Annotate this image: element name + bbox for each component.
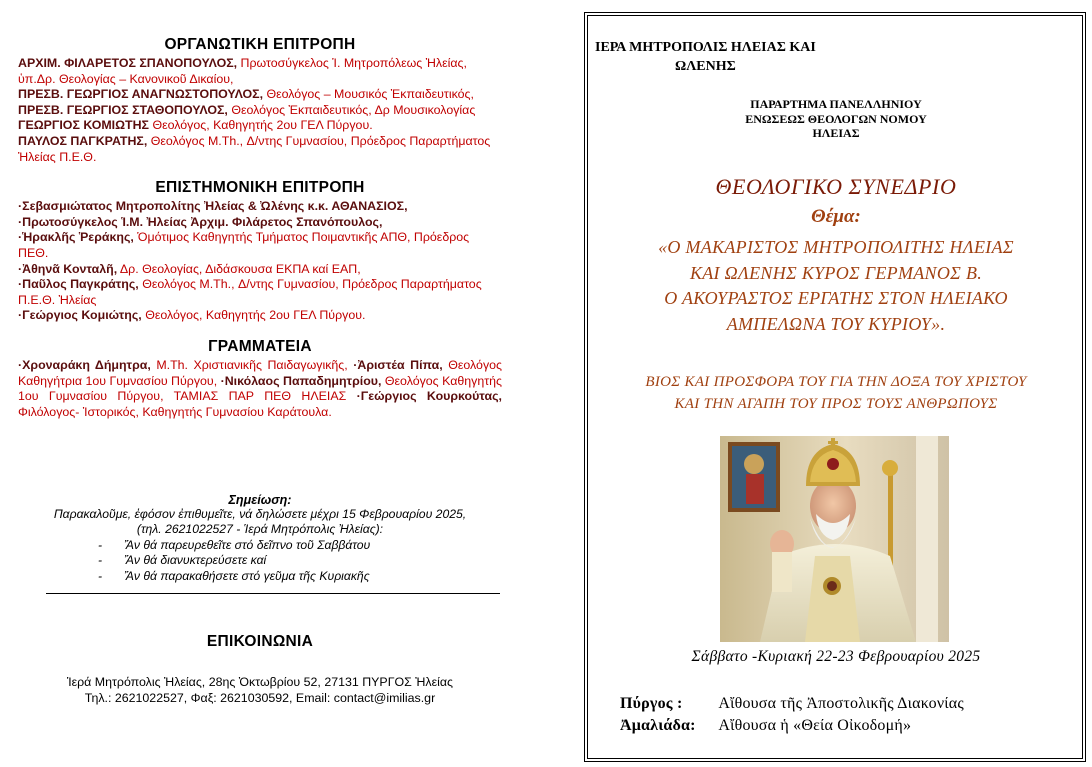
secretariat-title: ΓΡΑΜΜΑΤΕΙΑ [208,337,312,355]
conference-title: ΘΕΟΛΟΓΙΚΟ ΣΥΝΕΔΡΙΟ [715,174,957,199]
scientific-committee-title: ΕΠΙΣΤΗΜΟΝΙΚΗ ΕΠΙΤΡΟΠΗ [155,179,365,197]
subtitle [585,371,1087,415]
venue-value: Αἴθουσα ἡ «Θεία Οἰκοδομή» [718,717,912,734]
left-panel [18,36,502,420]
member-description: Θεολόγος Καθηγήτρια 1ου Γυμνασίου Πύργου, [18,357,503,388]
event-dates: Σάββατο -Κυριακή 22-23 Φεβρουαρίου 2025 [691,648,981,665]
member-name: Γεώργιος Κομιώτης, [22,308,142,323]
branch-title [585,97,1087,141]
branch-line: ΕΝΩΣΕΩΣ ΘΕΟΛΟΓΩΝ ΝΟΜΟΥ [745,111,927,126]
list-item [18,87,502,103]
member-name: ΓΕΩΡΓΙΟΣ ΚΟΜΙΩΤΗΣ [18,118,149,133]
note-line-2: (τηλ. 2621022527 - Ἱερά Μητρόπολις Ἠλείας): [136,522,384,537]
branch-line: ΗΛΕΙΑΣ [812,126,860,141]
member-description: Θεολόγος, Καθηγητής 2ου ΓΕΛ Πύργου. [152,118,373,133]
member-name: Πρωτοσύγκελος Ἱ.Μ. Ἠλείας Ἀρχιμ. Φιλάρετος Σπανόπουλος, [22,214,383,229]
list-item [18,215,502,231]
metropolis-title-cont: ΩΛΕΝΗΣ [675,59,736,74]
contact-title: ΕΠΙΚΟΙΝΩΝΙΑ [206,633,314,650]
venue-row [620,715,964,737]
member-name: ΑΡΧΙΜ. ΦΙΛΑΡΕΤΟΣ ΣΠΑΝΟΠΟΥΛΟΣ, [18,56,238,70]
scientific-committee-list [18,199,502,324]
member-description: Ὁμότιμος Καθηγητής Τμήματος Ποιμαντικῆς ΑΠΘ, Πρόεδρος ΠΕΘ. [18,230,470,260]
contact-info [18,674,502,706]
member-description: Θεολόγος – Μουσικός Ἐκπαιδευτικός, [266,87,474,102]
contact-address: Ἱερά Μητρόπολις Ἠλείας, 28ης Ὀκτωβρίου 52, 27131 ΠΥΡΓΟΣ Ἠλείας [66,675,454,689]
metropolitan-photo [720,436,949,642]
secretariat-list [18,358,502,420]
member-name: Γεώργιος Κουρκούτας, [360,389,502,404]
contact-phones: Τηλ.: 2621022527, Φαξ: 2621030592, Email: contact@imilias.gr [84,691,436,705]
list-item: - Ἄν θά παρευρεθεῖτε στό δεῖπνο τοῦ Σαββάτου [98,538,502,554]
venues [620,693,964,737]
member-name: Παῦλος Παγκράτης, [22,277,139,292]
list-item [18,277,502,308]
branch-line: ΠΑΡΑΡΤΗΜΑ ΠΑΝΕΛΛΗΝΙΟΥ [750,97,922,111]
right-panel [584,12,1086,762]
member-name: Ἀθηνᾶ Κονταλῆ, [22,261,118,276]
list-item [18,262,502,278]
member-description: Φιλόλογος- Ἱστορικός, Καθηγητής Γυμνασίου Καράτουλα. [18,404,332,419]
member-description: Θεολόγος Μ.Th., Δ/ντης Γυμνασίου, Πρόεδρος Παραρτήματος Ἠλείας Π.Ε.Θ. [18,133,491,164]
list-item [18,308,502,324]
list-item [18,358,353,372]
member-name: ΠΑΥΛΟΣ ΠΑΓΚΡΑΤΗΣ, [18,133,148,148]
list-item [18,199,502,215]
organizing-committee-list [18,56,502,165]
theme-line: ΚΑΙ ΩΛΕΝΗΣ ΚΥΡΟΣ ΓΕΡΜΑΝΟΣ Β. [689,262,983,283]
member-description: Πρωτοσύγκελος Ἱ. Μητροπόλεως Ἠλείας, ὑπ.Δρ. Θεολογίας – Κανονικοῦ Δικαίου, [18,56,467,86]
member-description: Θεολόγος Καθηγητής 1ου Γυμνασίου Πύργου, ΤΑΜΙΑΣ ΠΑΡ ΠΕΘ ΗΛΕΙΑΣ [18,373,502,404]
list-item [18,103,502,119]
list-item [18,230,502,261]
member-description: Θεολόγος Μ.Th., Δ/ντης Γυμνασίου, Πρόεδρος Παραρτήματος Π.Ε.Θ. Ἠλείας [18,277,482,307]
member-description: Μ.Th. Χριστιανικῆς Παιδαγωγικῆς, [156,357,348,372]
list-item [18,56,502,87]
subtitle-line: ΚΑΙ ΤΗΝ ΑΓΑΠΗ ΤΟΥ ΠΡΟΣ ΤΟΥΣ ΑΝΘΡΩΠΟΥΣ [674,396,998,412]
list-item [18,118,502,134]
theme-text [585,235,1087,337]
member-name: Νικόλαος Παπαδημητρίου, [224,373,382,388]
metropolis-title: ΙΕΡΑ ΜΗΤΡΟΠΟΛΙΣ ΗΛΕΙΑΣ ΚΑΙ [595,40,816,55]
member-name: Σεβασμιώτατος Μητροπολίτης Ἠλείας & Ὠλένης κ.κ. ΑΘΑΝΑΣΙΟΣ, [22,199,408,214]
member-name: Ἀριστέα Πίπα, [357,357,443,372]
theme-line: Ο ΑΚΟΥΡΑΣΤΟΣ ΕΡΓΑΤΗΣ ΣΤΟΝ ΗΛΕΙΑΚΟ [664,288,1008,308]
note-title: Σημείωση: [228,493,292,507]
venue-row [620,693,964,715]
note-line-1: Παρακαλοῦμε, ἐφόσον ἐπιθυμεῖτε, νά δηλώσετε μέχρι 15 Φεβρουαρίου 2025, [53,507,467,521]
note-section [18,493,502,585]
member-name: Χροναράκη Δήμητρα, [22,357,151,372]
list-item: - Ἄν θά παρακαθήσετε στό γεῦμα τῆς Κυριακῆς [98,569,502,585]
subtitle-line: ΒΙΟΣ ΚΑΙ ΠΡΟΣΦΟΡΑ ΤΟΥ ΓΙΑ ΤΗΝ ΔΟΞΑ ΤΟΥ ΧΡΙΣΤΟΥ [645,374,1027,390]
member-name: ΠΡΕΣΒ. ΓΕΩΡΓΙΟΣ ΣΤΑΘΟΠΟΥΛΟΣ, [18,102,228,117]
member-description: Δρ. Θεολογίας, Διδάσκουσα ΕΚΠΑ καί ΕΑΠ, [119,261,361,276]
organizing-committee-title: ΟΡΓΑΝΩΤΙΚΗ ΕΠΙΤΡΟΠΗ [164,36,356,53]
note-list [98,538,502,585]
theme-label: Θέμα: [811,206,861,227]
theme-line: ΑΜΠΕΛΩΝΑ ΤΟΥ ΚΥΡΙΟΥ». [726,313,946,334]
member-name: ΠΡΕΣΒ. ΓΕΩΡΓΙΟΣ ΑΝΑΓΝΩΣΤΟΠΟΥΛΟΣ, [18,87,264,102]
member-description: Θεολόγος, Καθηγητής 2ου ΓΕΛ Πύργου. [145,308,366,323]
list-item [18,134,502,165]
list-item: - Ἄν θά διανυκτερεύσετε καί [98,553,502,569]
venue-label: Πύργος : [620,695,683,712]
venue-value: Αἴθουσα τῆς Ἀποστολικῆς Διακονίας [718,695,964,712]
theme-line: «Ο ΜΑΚΑΡΙΣΤΟΣ ΜΗΤΡΟΠΟΛΙΤΗΣ ΗΛΕΙΑΣ [658,237,1014,257]
member-description: Θεολόγος Ἐκπαιδευτικός, Δρ Μουσικολογίας [231,102,476,117]
note-divider [46,593,500,594]
venue-label: Ἀμαλιάδα: [620,717,696,734]
member-name: Ἡρακλῆς Ῥεράκης, [22,230,134,245]
